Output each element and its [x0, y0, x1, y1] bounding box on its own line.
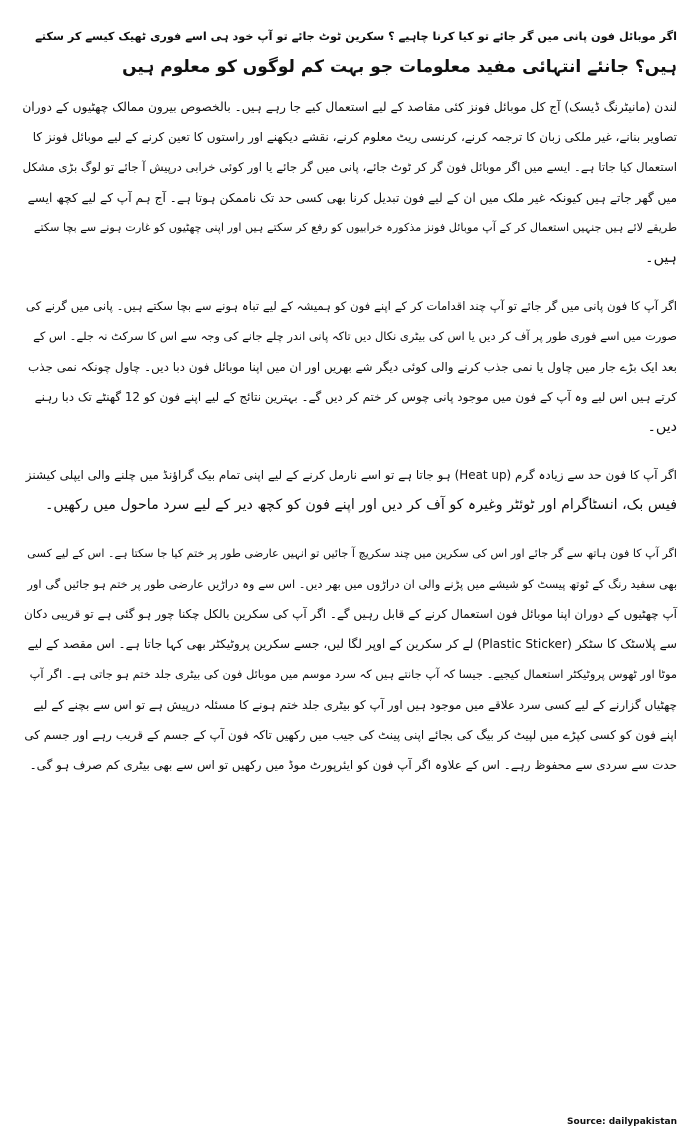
paragraph-intro — [22, 92, 677, 273]
headline-line: ہیں؟ جانئے انتہائی مفید معلومات جو بہت کم لوگوں کو معلوم ہیں — [122, 57, 677, 77]
text-line: کرتے ہیں اس لیے وہ آپ کے فون میں موجود پانی چوس کر ختم کر دیں گے۔ بہترین نتائج کے لیے اپنے فون کو 12 گھنٹے تک دبا رہنے — [34, 389, 677, 404]
text-line: اگر آپ کا فون پانی میں گر جائے تو آپ چند اقدامات کر کے اپنے فون کو ہمیشہ کے لیے تباہ ہونے سے بچا سکتے ہیں۔ پانی میں گرنے کی — [25, 299, 677, 314]
text-line: صورت میں اسے فوری طور پر آف کر دیں یا اس کی بیٹری نکال دیں تاکہ پانی اندر چلے جانے کی وجہ سے اس کا سرکٹ نہ جلے۔ اس کے — [33, 329, 677, 344]
text-line: حدت سے سردی سے محفوظ رہے۔ اس کے علاوہ اگر آپ فون کو ایئرپورٹ موڈ میں رکھیں تو اس سے بھی بیٹری کم صرف ہو گی۔ — [29, 758, 677, 773]
text-line: بھی سفید رنگ کے ٹوتھ پیسٹ کو شیشے میں پڑنے والی ان دراڑوں میں بھر دیں۔ اس سے وہ دراڑیں عارضی طور پر ختم ہو جائیں گی اور — [27, 576, 677, 591]
text-line: آپ چھٹیوں کے دوران اپنا موبائل فون استعمال کرنے کے قابل رہیں گے۔ اگر آپ کی سکرین بالکل چکنا چور ہو گئی ہے تو قریبی دکان — [24, 607, 677, 622]
text-line: فیس بک، انسٹاگرام اور ٹوئٹر وغیرہ کو آف کر دیں اور اپنے فون کو کچھ دیر کے لیے سرد ماحول میں رکھیں۔ — [45, 497, 677, 514]
text-line: تصاویر بنانے، غیر ملکی زبان کا ترجمہ کرنے، کرنسی ریٹ معلوم کرنے، نقشے دیکھنے اور راستوں کا تعین کرنے کے لیے موبائل فونز کا — [32, 130, 677, 145]
text-line: موٹا اور ٹھوس پروٹیکٹر استعمال کیجیے۔ جیسا کہ آپ جانتے ہیں کہ سرد موسم میں موبائل فون کی بیٹری جلد ختم ہو جاتی ہے۔ اگر آپ — [29, 667, 677, 682]
text-line: ہیں۔ — [645, 250, 677, 267]
paragraph-screen-battery — [22, 539, 677, 781]
headline-line: اگر موبائل فون پانی میں گر جائے تو کیا کرنا چاہیے ؟ سکرین ٹوٹ جائے تو آپ خود ہی اسے فوری ٹھیک کیسے کر سکتے — [35, 30, 677, 43]
text-line: بعد ایک بڑے جار میں چاول یا نمی جذب کرنے والی کوئی دیگر شے بھریں اور ان میں اپنا موبائل فون دبا دیں۔ چاول چونکہ نمی جذب — [28, 359, 677, 374]
article-headline — [22, 22, 677, 82]
text-line: اپنے فون کو کسی کپڑے میں لپیٹ کر بیگ کی بجائے اپنی پینٹ کی جیب میں رکھیں تاکہ فون آپ کے جسم کے قریب رہے اور جسم کی — [24, 727, 677, 742]
source-credit: Source: dailypakistan — [567, 1117, 677, 1127]
text-line: استعمال کیا جاتا ہے۔ ایسے میں اگر موبائل فون گر کر ٹوٹ جائے، پانی میں گر جائے یا اور کوئی خرابی درپیش آ جائے تو لوگ بڑی مشکل — [22, 160, 677, 175]
text-line: چھٹیاں گزارنے کے لیے کسی سرد علاقے میں موجود ہیں اور آپ کو بیٹری جلد ختم ہونے کا مسئلہ درپیش ہے تو اس سے بچنے کے لیے — [33, 697, 677, 712]
text-line: طریقے لائے ہیں جنہیں استعمال کر کے آپ موبائل فونز مذکورہ خرابیوں کو رفع کر سکتے ہیں اور اپنی چھٹیوں کو غارت ہونے سے بچا سکتے — [33, 220, 677, 234]
text-line: اگر آپ کا فون حد سے زیادہ گرم (Heat up) ہو جاتا ہے تو اسے نارمل کرنے کے لیے اپنی تمام بیک گراؤنڈ میں چلنے والی ایپلی کیشنز — [25, 468, 677, 483]
paragraph-water — [22, 291, 677, 442]
text-line: دیں۔ — [647, 419, 677, 436]
text-line: اگر آپ کا فون ہاتھ سے گر جائے اور اس کی سکرین میں چند سکریچ آ جائیں تو انہیں عارضی طور پر ختم کیا جا سکتا ہے۔ اس کے لیے کسی — [27, 546, 677, 560]
text-line: میں گھر جاتے ہیں کیونکہ غیر ملک میں ان کے لیے فون تبدیل کرنا بھی کسی حد تک ناممکن ہوتا ہے۔ آج ہم آپ کے لیے کچھ ایسے — [27, 190, 677, 205]
paragraph-heat — [22, 460, 677, 520]
text-line: لندن (مانیٹرنگ ڈیسک) آج کل موبائل فونز کئی مقاصد کے لیے استعمال کیے جا رہے ہیں۔ بالخصوص بیرون ممالک چھٹیوں کے دوران — [22, 100, 677, 114]
text-line: سے پلاسٹک کا سٹکر (Plastic Sticker) لے کر سکرین کے اوپر لگا لیں، جسے سکرین پروٹیکٹر بھی کہا جاتا ہے۔ اس مقصد کے لیے — [27, 637, 677, 652]
